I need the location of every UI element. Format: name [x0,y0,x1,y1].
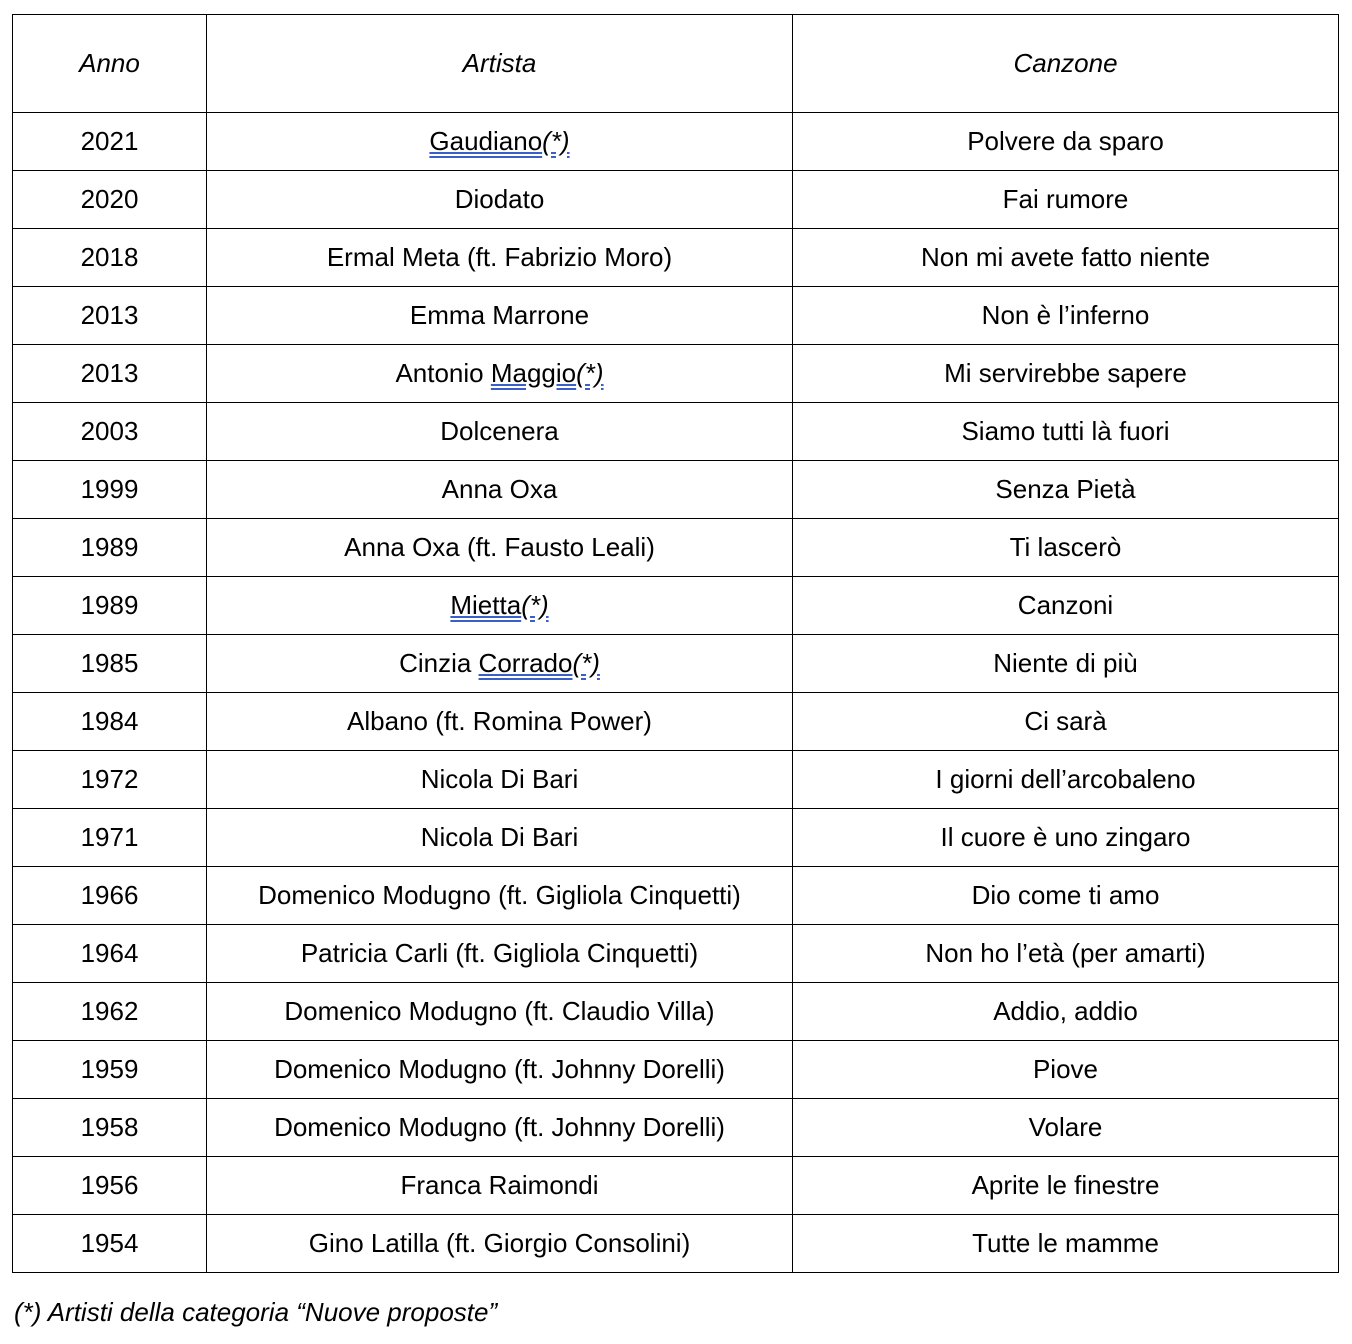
artist-cell [207,519,793,577]
year-cell: 1966 [13,867,207,925]
song-cell: Ti lascerò [793,519,1339,577]
new-proposals-marker[interactable]: (*) [576,358,604,388]
year-cell: 1989 [13,577,207,635]
artist-name: Patricia Carli (ft. Gigliola Cinquetti) [300,938,699,968]
year-cell: 1972 [13,751,207,809]
artist-first-name: Cinzia [399,648,479,678]
year-cell: 2018 [13,229,207,287]
artist-cell [207,983,793,1041]
new-proposals-marker[interactable]: (*) [572,648,600,678]
artist-cell [207,229,793,287]
year-cell: 2021 [13,113,207,171]
artist-cell [207,113,793,171]
year-cell: 2020 [13,171,207,229]
song-header: Canzone [793,15,1339,113]
song-cell: I giorni dell’arcobaleno [793,751,1339,809]
year-cell: 1954 [13,1215,207,1273]
artist-header: Artista [207,15,793,113]
artist-name[interactable]: Maggio [490,358,577,388]
table-row [13,229,1339,287]
table-row [13,1041,1339,1099]
song-cell: Dio come ti amo [793,867,1339,925]
song-cell: Aprite le finestre [793,1157,1339,1215]
artist-name: Dolcenera [440,416,559,446]
artist-cell [207,461,793,519]
new-proposals-marker[interactable]: (*) [542,126,570,156]
table-row [13,287,1339,345]
song-cell: Mi servirebbe sapere [793,345,1339,403]
table-row [13,693,1339,751]
artist-cell [207,635,793,693]
artist-cell [207,751,793,809]
song-cell: Il cuore è uno zingaro [793,809,1339,867]
artist-cell [207,171,793,229]
year-cell: 1989 [13,519,207,577]
artist-name: Domenico Modugno (ft. Claudio Villa) [284,996,715,1026]
footnote: (*) Artisti della categoria “Nuove proposte” [14,1297,498,1327]
artist-name: Ermal Meta (ft. Fabrizio Moro) [326,242,673,272]
year-cell: 1962 [13,983,207,1041]
artist-name: Gino Latilla (ft. Giorgio Consolini) [308,1228,691,1258]
song-cell: Ci sarà [793,693,1339,751]
year-cell: 1985 [13,635,207,693]
artist-cell [207,1215,793,1273]
artist-name: Anna Oxa [441,474,558,504]
song-cell: Senza Pietà [793,461,1339,519]
table-row [13,751,1339,809]
year-cell: 2013 [13,345,207,403]
table-row [13,171,1339,229]
table-row [13,867,1339,925]
artist-name: Domenico Modugno (ft. Gigliola Cinquetti) [258,880,741,910]
artist-name[interactable]: Mietta [450,590,522,620]
year-cell: 1959 [13,1041,207,1099]
year-cell: 1999 [13,461,207,519]
song-cell: Piove [793,1041,1339,1099]
artist-cell [207,809,793,867]
artist-cell [207,693,793,751]
artist-cell [207,287,793,345]
new-proposals-marker[interactable]: (*) [521,590,549,620]
table-row [13,1215,1339,1273]
artist-first-name: Antonio [395,358,491,388]
artist-name: Nicola Di Bari [420,822,579,852]
table-row [13,635,1339,693]
song-cell: Tutte le mamme [793,1215,1339,1273]
artist-name: Emma Marrone [409,300,590,330]
artist-name: Domenico Modugno (ft. Johnny Dorelli) [274,1112,725,1142]
year-cell: 1971 [13,809,207,867]
song-cell: Fai rumore [793,171,1339,229]
year-cell: 2003 [13,403,207,461]
year-cell: 1958 [13,1099,207,1157]
song-cell: Polvere da sparo [793,113,1339,171]
song-cell: Addio, addio [793,983,1339,1041]
header-row [13,15,1339,113]
table-row [13,925,1339,983]
artist-name: Domenico Modugno (ft. Johnny Dorelli) [274,1054,725,1084]
song-cell: Volare [793,1099,1339,1157]
song-cell: Canzoni [793,577,1339,635]
artist-cell [207,1157,793,1215]
year-cell: 1956 [13,1157,207,1215]
table-row [13,809,1339,867]
table-row [13,519,1339,577]
artist-cell [207,925,793,983]
table-row [13,983,1339,1041]
table-row [13,577,1339,635]
song-cell: Non è l’inferno [793,287,1339,345]
table-row [13,403,1339,461]
year-cell: 1964 [13,925,207,983]
artist-name: Franca Raimondi [400,1170,599,1200]
song-cell: Non mi avete fatto niente [793,229,1339,287]
artist-name: Diodato [454,184,545,214]
artist-cell [207,1099,793,1157]
artist-cell [207,345,793,403]
song-cell: Niente di più [793,635,1339,693]
table-row [13,1099,1339,1157]
artist-cell [207,1041,793,1099]
artist-cell [207,577,793,635]
year-header: Anno [13,15,207,113]
year-cell: 2013 [13,287,207,345]
artist-name: Anna Oxa (ft. Fausto Leali) [344,532,655,562]
table-row [13,1157,1339,1215]
song-cell: Non ho l’età (per amarti) [793,925,1339,983]
artist-name[interactable]: Corrado [478,648,573,678]
winners-table [12,14,1339,1273]
artist-name[interactable]: Gaudiano [429,126,543,156]
artist-cell [207,403,793,461]
year-cell: 1984 [13,693,207,751]
song-cell: Siamo tutti là fuori [793,403,1339,461]
artist-name: Albano (ft. Romina Power) [347,706,652,736]
table-row [13,461,1339,519]
table-row [13,345,1339,403]
artist-cell [207,867,793,925]
table-row [13,113,1339,171]
artist-name: Nicola Di Bari [420,764,579,794]
